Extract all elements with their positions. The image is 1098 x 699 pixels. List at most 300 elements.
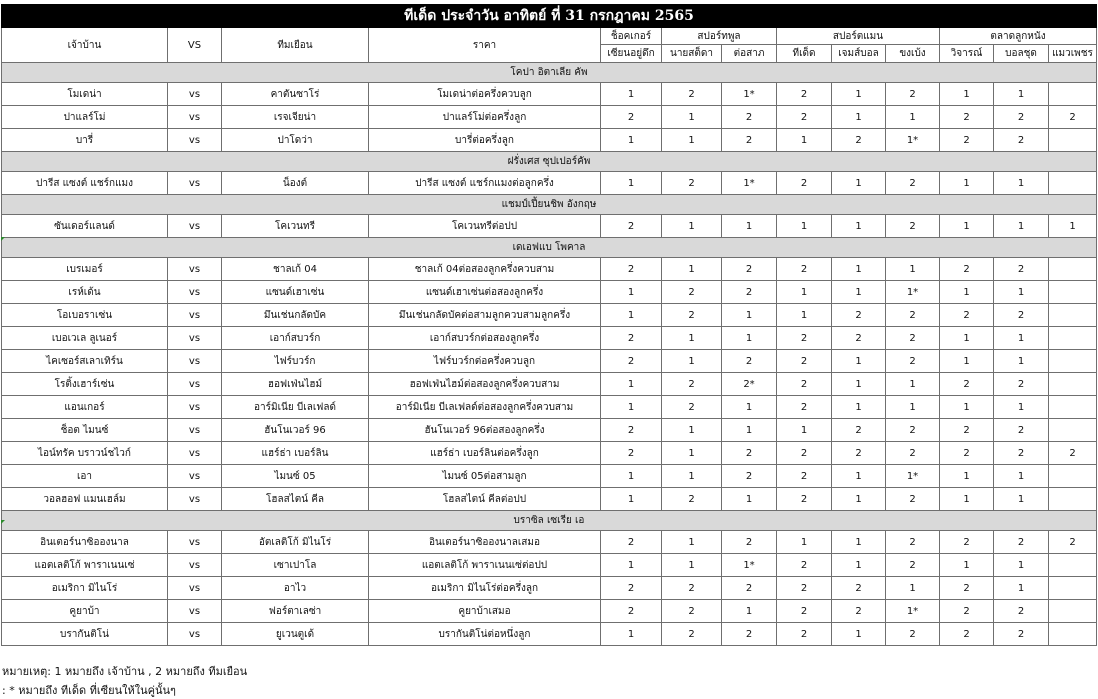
match-row bbox=[2, 83, 1097, 106]
pick-cell: 2 bbox=[886, 531, 940, 554]
match-row bbox=[2, 281, 1097, 304]
price-line: ไฟร์บวร์กต่อครึ่งควบลูก bbox=[369, 350, 601, 373]
pick-cell: 2 bbox=[722, 350, 777, 373]
home-team: วอลฮอฟ แมนเฮล์ม bbox=[2, 488, 168, 511]
home-team: อินเตอร์นาซิอองนาล bbox=[2, 531, 168, 554]
pick-cell: 2 bbox=[662, 623, 722, 646]
away-team: เรจเจียน่า bbox=[222, 106, 369, 129]
pick-cell: 1 bbox=[994, 465, 1049, 488]
pick-cell: 1 bbox=[940, 465, 994, 488]
pick-cell: 2 bbox=[662, 600, 722, 623]
pick-cell: 1 bbox=[832, 83, 886, 106]
pick-cell: 2 bbox=[940, 129, 994, 152]
pick-cell: 2 bbox=[886, 304, 940, 327]
note-line: หมายเหตุ: 1 หมายถึง เจ้าบ้าน , 2 หมายถึง ทีมเยือน bbox=[2, 665, 248, 678]
vs-label: vs bbox=[168, 554, 222, 577]
away-team: ปาโดว่า bbox=[222, 129, 369, 152]
pick-cell: 2 bbox=[940, 304, 994, 327]
pick-cell: 1 bbox=[994, 83, 1049, 106]
pick-cell: 2 bbox=[886, 83, 940, 106]
match-row bbox=[2, 577, 1097, 600]
pick-cell: 2 bbox=[601, 215, 662, 238]
match-row bbox=[2, 373, 1097, 396]
pick-cell: 1 bbox=[777, 531, 832, 554]
vs-label: vs bbox=[168, 396, 222, 419]
pick-cell: 1 bbox=[994, 396, 1049, 419]
pick-cell: 2 bbox=[832, 419, 886, 442]
league-name: โคปา อิตาเลีย คัพ bbox=[2, 63, 1097, 83]
price-line: ปาแลร์โม่ต่อครึ่งลูก bbox=[369, 106, 601, 129]
pick-cell: 2 bbox=[1049, 106, 1097, 129]
pick-cell: 2 bbox=[886, 623, 940, 646]
match-row bbox=[2, 215, 1097, 238]
home-team: ปารีส แซงต์ แชร์กแมง bbox=[2, 172, 168, 195]
vs-label: vs bbox=[168, 304, 222, 327]
pick-cell: 2 bbox=[777, 350, 832, 373]
match-row bbox=[2, 129, 1097, 152]
pick-cell: 2 bbox=[777, 258, 832, 281]
pick-cell: 1 bbox=[1049, 215, 1097, 238]
pick-cell: 1 bbox=[832, 373, 886, 396]
header-group-talad: ตลาดลูกหนัง bbox=[940, 28, 1097, 45]
away-team: ฟอร์ตาเลซ่า bbox=[222, 600, 369, 623]
league-name: แชมป์เปี้ยนชิพ อังกฤษ bbox=[2, 195, 1097, 215]
match-row bbox=[2, 258, 1097, 281]
vs-label: vs bbox=[168, 531, 222, 554]
away-team: คาตันซาโร่ bbox=[222, 83, 369, 106]
pick-cell: 1* bbox=[722, 172, 777, 195]
pick-cell: 1 bbox=[940, 396, 994, 419]
home-team: ช็อต ไมนซ์ bbox=[2, 419, 168, 442]
pick-cell: 1 bbox=[662, 465, 722, 488]
tips-table bbox=[1, 4, 1097, 646]
pick-cell: 2 bbox=[886, 419, 940, 442]
header-expert: ต่อสาภ bbox=[722, 45, 777, 63]
pick-cell bbox=[1049, 623, 1097, 646]
pick-cell: 2 bbox=[662, 488, 722, 511]
header-expert: เจมส์บอล bbox=[832, 45, 886, 63]
away-team: แฮร์ธ่า เบอร์ลิน bbox=[222, 442, 369, 465]
pick-cell: 1 bbox=[722, 304, 777, 327]
pick-cell: 1 bbox=[832, 531, 886, 554]
match-row bbox=[2, 304, 1097, 327]
pick-cell: 2 bbox=[886, 215, 940, 238]
pick-cell: 1 bbox=[601, 172, 662, 195]
pick-cell: 1 bbox=[601, 129, 662, 152]
pick-cell: 2 bbox=[601, 442, 662, 465]
pick-cell: 1* bbox=[886, 281, 940, 304]
pick-cell: 1 bbox=[722, 488, 777, 511]
pick-cell: 2 bbox=[994, 623, 1049, 646]
price-line: ไมนซ์ 05ต่อสามลูก bbox=[369, 465, 601, 488]
pick-cell: 1 bbox=[940, 350, 994, 373]
home-team: เบรเมอร์ bbox=[2, 258, 168, 281]
header-group-sportsman: สปอร์ตแมน bbox=[777, 28, 940, 45]
pick-cell: 1 bbox=[722, 396, 777, 419]
pick-cell: 2 bbox=[832, 577, 886, 600]
page-title: ทีเด็ด ประจำวัน อาทิตย์ ที่ 31 กรกฎาคม 2565 bbox=[2, 5, 1097, 28]
vs-label: vs bbox=[168, 129, 222, 152]
home-team: เรห์เด้น bbox=[2, 281, 168, 304]
match-row bbox=[2, 172, 1097, 195]
header-expert: ขงเบ้ง bbox=[886, 45, 940, 63]
away-team: ไฟร์บวร์ก bbox=[222, 350, 369, 373]
pick-cell bbox=[1049, 172, 1097, 195]
pick-cell: 2 bbox=[940, 623, 994, 646]
pick-cell: 2 bbox=[777, 327, 832, 350]
match-row bbox=[2, 623, 1097, 646]
price-line: แซนด์เฮาเซ่นต่อสองลูกครึ่ง bbox=[369, 281, 601, 304]
pick-cell: 2 bbox=[662, 281, 722, 304]
away-team: ยูเวนตูเด้ bbox=[222, 623, 369, 646]
away-team: เซาเปาโล bbox=[222, 554, 369, 577]
pick-cell: 2 bbox=[601, 350, 662, 373]
league-row bbox=[2, 511, 1097, 531]
vs-label: vs bbox=[168, 373, 222, 396]
pick-cell: 1 bbox=[886, 373, 940, 396]
pick-cell: 2 bbox=[601, 419, 662, 442]
tips-body bbox=[2, 63, 1097, 646]
home-team: อเมริกา มิไนโร่ bbox=[2, 577, 168, 600]
price-line: เอาก์สบวร์กต่อสองลูกครึ่ง bbox=[369, 327, 601, 350]
away-team: มึนเช่นกลัดบัค bbox=[222, 304, 369, 327]
vs-label: vs bbox=[168, 350, 222, 373]
league-row bbox=[2, 63, 1097, 83]
pick-cell: 1 bbox=[662, 350, 722, 373]
home-team: ไอน์ทรัค บราวน์ชไวก์ bbox=[2, 442, 168, 465]
pick-cell bbox=[1049, 258, 1097, 281]
pick-cell: 2 bbox=[886, 554, 940, 577]
pick-cell: 1 bbox=[722, 419, 777, 442]
pick-cell: 1 bbox=[601, 83, 662, 106]
pick-cell: 1 bbox=[994, 577, 1049, 600]
pick-cell: 2 bbox=[722, 465, 777, 488]
pick-cell: 1 bbox=[940, 281, 994, 304]
match-row bbox=[2, 531, 1097, 554]
pick-cell: 2 bbox=[940, 106, 994, 129]
away-team: ชาลเก้ 04 bbox=[222, 258, 369, 281]
pick-cell: 2 bbox=[940, 531, 994, 554]
pick-cell: 2 bbox=[777, 465, 832, 488]
cell-comment-marker bbox=[1, 237, 5, 241]
price-line: ฮอฟเฟ่นไฮม์ต่อสองลูกครึ่งควบสาม bbox=[369, 373, 601, 396]
pick-cell: 2 bbox=[722, 129, 777, 152]
pick-cell: 1 bbox=[940, 488, 994, 511]
price-line: โฮลสไตน์ คีลต่อปป bbox=[369, 488, 601, 511]
pick-cell: 1 bbox=[601, 373, 662, 396]
league-row bbox=[2, 195, 1097, 215]
cell-comment-marker bbox=[1, 520, 5, 524]
pick-cell: 1 bbox=[601, 396, 662, 419]
pick-cell: 1 bbox=[832, 350, 886, 373]
match-row bbox=[2, 327, 1097, 350]
pick-cell: 1 bbox=[886, 577, 940, 600]
pick-cell bbox=[1049, 554, 1097, 577]
vs-label: vs bbox=[168, 465, 222, 488]
pick-cell: 1 bbox=[886, 396, 940, 419]
header-expert: แมวเพชร bbox=[1049, 45, 1097, 63]
pick-cell: 2 bbox=[832, 129, 886, 152]
pick-cell: 1 bbox=[662, 419, 722, 442]
pick-cell: 1 bbox=[994, 172, 1049, 195]
pick-cell: 2 bbox=[832, 600, 886, 623]
pick-cell: 1* bbox=[886, 600, 940, 623]
pick-cell: 2 bbox=[662, 396, 722, 419]
pick-cell: 1 bbox=[832, 623, 886, 646]
pick-cell: 2 bbox=[886, 350, 940, 373]
pick-cell bbox=[1049, 396, 1097, 419]
pick-cell: 2 bbox=[662, 577, 722, 600]
price-line: แอตเลติโก้ พาราเนนเซ่ต่อปป bbox=[369, 554, 601, 577]
vs-label: vs bbox=[168, 600, 222, 623]
pick-cell: 2 bbox=[940, 373, 994, 396]
pick-cell bbox=[1049, 83, 1097, 106]
pick-cell: 1* bbox=[722, 83, 777, 106]
pick-cell: 2 bbox=[722, 577, 777, 600]
pick-cell: 2 bbox=[722, 623, 777, 646]
pick-cell: 1 bbox=[662, 442, 722, 465]
header-expert: นายสต็ดา bbox=[662, 45, 722, 63]
pick-cell: 1 bbox=[940, 327, 994, 350]
pick-cell: 1 bbox=[886, 106, 940, 129]
pick-cell: 2 bbox=[994, 129, 1049, 152]
price-line: ชาลเก้ 04ต่อสองลูกครึ่งควบสาม bbox=[369, 258, 601, 281]
vs-label: vs bbox=[168, 281, 222, 304]
pick-cell: 2 bbox=[940, 577, 994, 600]
header-expert: วิจารณ์ bbox=[940, 45, 994, 63]
home-team: บรากันติโน่ bbox=[2, 623, 168, 646]
pick-cell: 2 bbox=[886, 488, 940, 511]
pick-cell: 2 bbox=[940, 600, 994, 623]
match-row bbox=[2, 600, 1097, 623]
pick-cell: 2 bbox=[777, 442, 832, 465]
league-row bbox=[2, 238, 1097, 258]
pick-cell: 2 bbox=[662, 172, 722, 195]
away-team: อาร์มิเนีย บีเลเฟลด์ bbox=[222, 396, 369, 419]
pick-cell bbox=[1049, 281, 1097, 304]
pick-cell: 2 bbox=[777, 600, 832, 623]
pick-cell: 1 bbox=[601, 623, 662, 646]
price-line: แฮร์ธ่า เบอร์ลินต่อครึ่งลูก bbox=[369, 442, 601, 465]
pick-cell: 1 bbox=[722, 600, 777, 623]
pick-cell: 2 bbox=[886, 172, 940, 195]
away-team: ไมนซ์ 05 bbox=[222, 465, 369, 488]
header-away: ทีมเยือน bbox=[222, 28, 369, 63]
price-line: อินเตอร์นาซิอองนาลเสมอ bbox=[369, 531, 601, 554]
home-team: แอตเลติโก้ พาราเนนเซ่ bbox=[2, 554, 168, 577]
pick-cell: 1 bbox=[994, 350, 1049, 373]
pick-cell bbox=[1049, 465, 1097, 488]
away-team: โฮลสไตน์ คีล bbox=[222, 488, 369, 511]
pick-cell bbox=[1049, 327, 1097, 350]
pick-cell: 2 bbox=[994, 304, 1049, 327]
home-team: ซันเดอร์แลนด์ bbox=[2, 215, 168, 238]
match-row bbox=[2, 396, 1097, 419]
league-name: ฝรั่งเศส ซุปเปอร์คัพ bbox=[2, 152, 1097, 172]
pick-cell: 2 bbox=[601, 600, 662, 623]
pick-cell: 1 bbox=[832, 488, 886, 511]
pick-cell: 1 bbox=[832, 281, 886, 304]
match-row bbox=[2, 554, 1097, 577]
vs-label: vs bbox=[168, 623, 222, 646]
pick-cell: 1 bbox=[832, 215, 886, 238]
league-row bbox=[2, 152, 1097, 172]
pick-cell: 1 bbox=[777, 215, 832, 238]
pick-cell: 2 bbox=[722, 281, 777, 304]
vs-label: vs bbox=[168, 327, 222, 350]
pick-cell: 1 bbox=[940, 83, 994, 106]
pick-cell: 1 bbox=[601, 304, 662, 327]
pick-cell: 2 bbox=[994, 106, 1049, 129]
pick-cell: 2 bbox=[777, 554, 832, 577]
home-team: ไคเซอร์สเลาเทิร์น bbox=[2, 350, 168, 373]
vs-label: vs bbox=[168, 83, 222, 106]
pick-cell: 1 bbox=[777, 304, 832, 327]
pick-cell: 1 bbox=[662, 129, 722, 152]
home-team: แอนเกอร์ bbox=[2, 396, 168, 419]
price-line: บารี่ต่อครึ่งลูก bbox=[369, 129, 601, 152]
pick-cell: 2 bbox=[777, 577, 832, 600]
pick-cell: 2 bbox=[777, 623, 832, 646]
home-team: คูยาบ้า bbox=[2, 600, 168, 623]
home-team: เบอเวเล ลูเนอร์ bbox=[2, 327, 168, 350]
price-line: โมเดน่าต่อครึ่งควบลูก bbox=[369, 83, 601, 106]
pick-cell: 1 bbox=[722, 215, 777, 238]
pick-cell: 1 bbox=[832, 258, 886, 281]
pick-cell: 1 bbox=[722, 327, 777, 350]
away-team: อาไว bbox=[222, 577, 369, 600]
pick-cell: 2 bbox=[601, 577, 662, 600]
pick-cell: 2 bbox=[994, 258, 1049, 281]
vs-label: vs bbox=[168, 419, 222, 442]
league-name: บราซิล เซเรีย เอ bbox=[2, 511, 1097, 531]
pick-cell: 2 bbox=[777, 488, 832, 511]
pick-cell: 2 bbox=[994, 442, 1049, 465]
pick-cell: 1 bbox=[940, 215, 994, 238]
note-line: : * หมายถึง ทีเด็ด ที่เซียนให้ในคู่นั้นๆ bbox=[2, 684, 176, 697]
pick-cell: 1 bbox=[662, 258, 722, 281]
away-team: เอาก์สบวร์ก bbox=[222, 327, 369, 350]
match-row bbox=[2, 465, 1097, 488]
match-row bbox=[2, 106, 1097, 129]
vs-label: vs bbox=[168, 488, 222, 511]
pick-cell: 2 bbox=[886, 327, 940, 350]
pick-cell: 2 bbox=[994, 531, 1049, 554]
pick-cell: 2 bbox=[601, 258, 662, 281]
header-group-shocker: ช็อคเกอร์ bbox=[601, 28, 662, 45]
home-team: โรติ้งเฮาร์เซ่น bbox=[2, 373, 168, 396]
vs-label: vs bbox=[168, 577, 222, 600]
pick-cell: 2 bbox=[662, 304, 722, 327]
pick-cell bbox=[1049, 600, 1097, 623]
pick-cell: 1 bbox=[994, 488, 1049, 511]
pick-cell: 1 bbox=[662, 327, 722, 350]
match-row bbox=[2, 442, 1097, 465]
away-team: ฮันโนเวอร์ 96 bbox=[222, 419, 369, 442]
pick-cell: 1 bbox=[832, 465, 886, 488]
pick-cell: 2 bbox=[886, 442, 940, 465]
price-line: บรากันติโน่ต่อหนึ่งลูก bbox=[369, 623, 601, 646]
pick-cell: 2 bbox=[777, 396, 832, 419]
pick-cell: 2 bbox=[832, 442, 886, 465]
price-line: อเมริกา มิไนโร่ต่อครึ่งลูก bbox=[369, 577, 601, 600]
pick-cell bbox=[1049, 350, 1097, 373]
pick-cell: 1 bbox=[777, 281, 832, 304]
pick-cell: 2 bbox=[662, 373, 722, 396]
pick-cell: 2 bbox=[722, 258, 777, 281]
pick-cell bbox=[1049, 129, 1097, 152]
pick-cell: 1 bbox=[994, 327, 1049, 350]
pick-cell: 2 bbox=[777, 172, 832, 195]
pick-cell: 2 bbox=[722, 531, 777, 554]
header-price: ราคา bbox=[369, 28, 601, 63]
pick-cell: 2 bbox=[832, 327, 886, 350]
price-line: มึนเช่นกลัดบัคต่อสามลูกควบสามลูกครึ่ง bbox=[369, 304, 601, 327]
header-expert: บอลชุด bbox=[994, 45, 1049, 63]
pick-cell: 1 bbox=[662, 106, 722, 129]
pick-cell: 1* bbox=[886, 129, 940, 152]
home-team: บารี่ bbox=[2, 129, 168, 152]
home-team: เอา bbox=[2, 465, 168, 488]
pick-cell: 1 bbox=[777, 129, 832, 152]
vs-label: vs bbox=[168, 106, 222, 129]
pick-cell: 2 bbox=[777, 83, 832, 106]
header-vs: VS bbox=[168, 28, 222, 63]
pick-cell: 2 bbox=[722, 442, 777, 465]
pick-cell bbox=[1049, 419, 1097, 442]
pick-cell: 2 bbox=[940, 419, 994, 442]
header-group-sportpool: สปอร์ทพูล bbox=[662, 28, 777, 45]
pick-cell: 1 bbox=[832, 172, 886, 195]
vs-label: vs bbox=[168, 172, 222, 195]
vs-label: vs bbox=[168, 215, 222, 238]
price-line: ปารีส แซงต์ แชร์กแมงต่อลูกครึ่ง bbox=[369, 172, 601, 195]
pick-cell: 2 bbox=[601, 106, 662, 129]
pick-cell: 1 bbox=[601, 465, 662, 488]
pick-cell: 2 bbox=[940, 442, 994, 465]
pick-cell: 1 bbox=[832, 554, 886, 577]
away-team: โคเวนทรี bbox=[222, 215, 369, 238]
away-team: อัตเลติโก้ มิไนโร่ bbox=[222, 531, 369, 554]
pick-cell: 1 bbox=[940, 172, 994, 195]
price-line: ฮันโนเวอร์ 96ต่อสองลูกครึ่ง bbox=[369, 419, 601, 442]
pick-cell bbox=[1049, 488, 1097, 511]
away-team: ฮอฟเฟ่นไฮม์ bbox=[222, 373, 369, 396]
vs-label: vs bbox=[168, 442, 222, 465]
pick-cell: 2 bbox=[722, 106, 777, 129]
vs-label: vs bbox=[168, 258, 222, 281]
pick-cell: 2 bbox=[601, 531, 662, 554]
pick-cell: 2 bbox=[940, 258, 994, 281]
home-team: โอเบอราเซ่น bbox=[2, 304, 168, 327]
price-line: โคเวนทรีต่อปป bbox=[369, 215, 601, 238]
match-row bbox=[2, 488, 1097, 511]
pick-cell: 1 bbox=[832, 106, 886, 129]
pick-cell: 2 bbox=[777, 106, 832, 129]
pick-cell: 2 bbox=[994, 600, 1049, 623]
pick-cell bbox=[1049, 304, 1097, 327]
pick-cell: 1 bbox=[886, 258, 940, 281]
pick-cell: 1 bbox=[994, 215, 1049, 238]
pick-cell: 2 bbox=[994, 419, 1049, 442]
pick-cell: 2 bbox=[662, 83, 722, 106]
pick-cell: 1* bbox=[886, 465, 940, 488]
pick-cell bbox=[1049, 373, 1097, 396]
pick-cell: 1 bbox=[601, 281, 662, 304]
away-team: น็องต์ bbox=[222, 172, 369, 195]
pick-cell: 2 bbox=[994, 373, 1049, 396]
pick-cell: 1 bbox=[662, 554, 722, 577]
